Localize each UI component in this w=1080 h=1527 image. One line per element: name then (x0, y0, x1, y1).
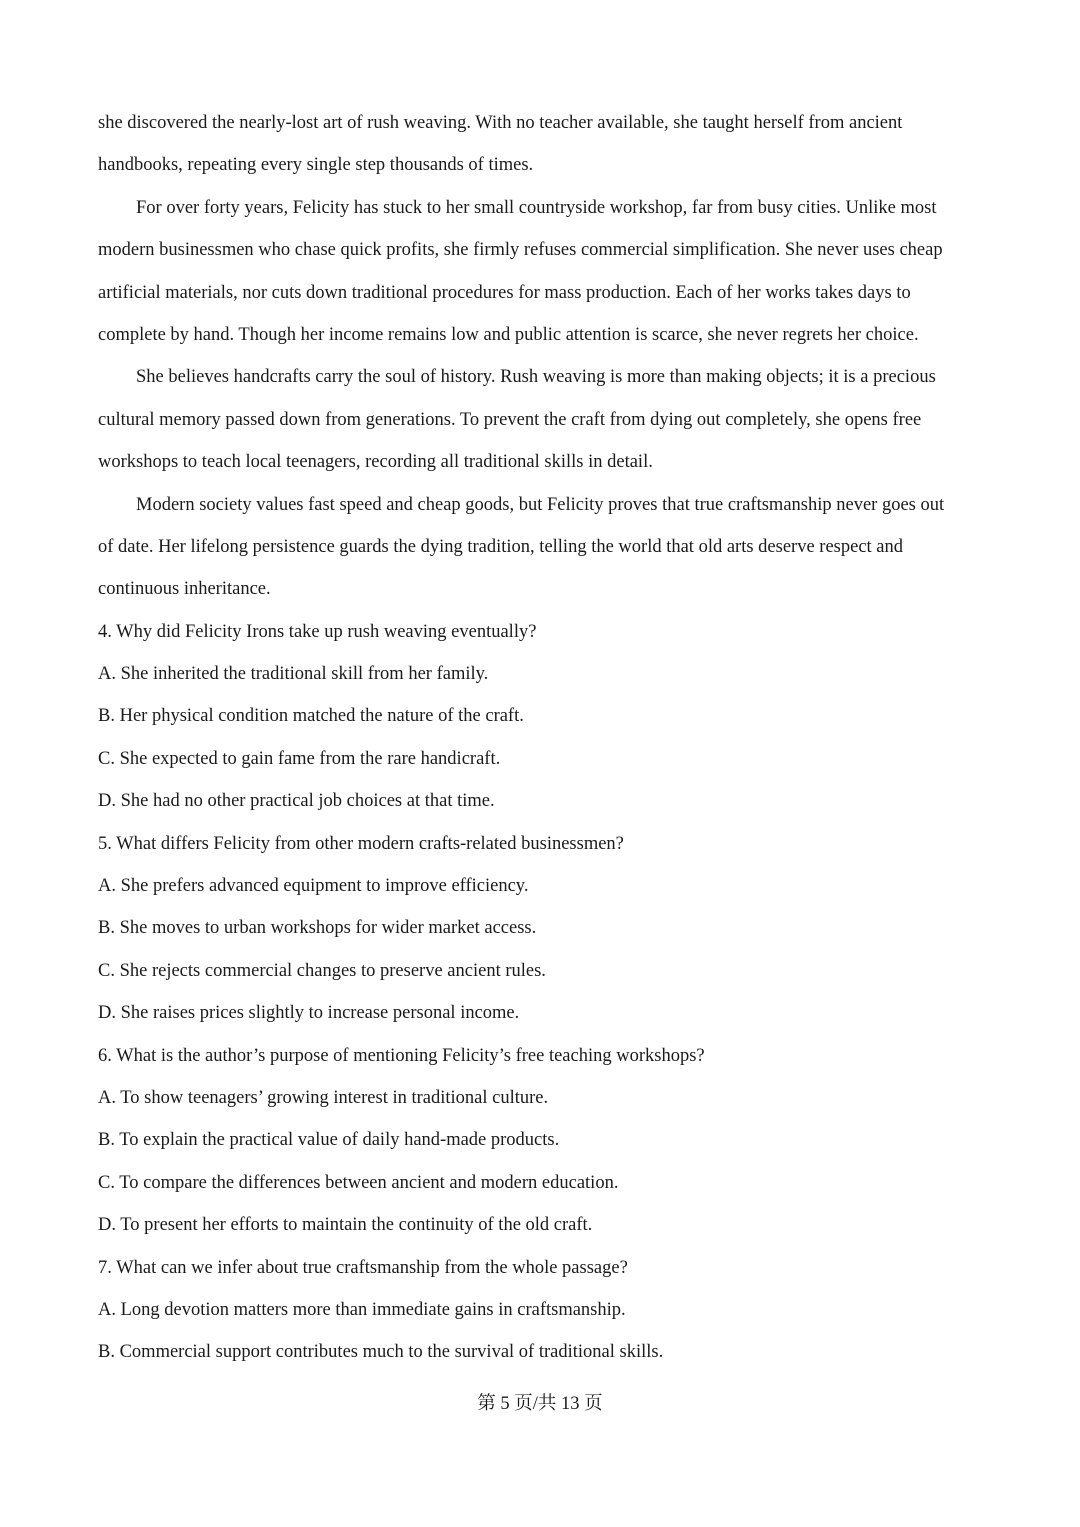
question-6 (98, 1035, 978, 1247)
answer-option: D. She had no other practical job choices at that time. (98, 791, 495, 812)
text-line: cultural memory passed down from generations. To prevent the craft from dying out completely, she opens free (98, 409, 922, 430)
question-5 (98, 823, 978, 1035)
question-stem: 6. What is the author’s purpose of mentioning Felicity’s free teaching workshops? (98, 1045, 705, 1066)
answer-option: B. Her physical condition matched the nature of the craft. (98, 706, 524, 727)
text-line: she discovered the nearly-lost art of rush weaving. With no teacher available, she taught herself from ancient (98, 113, 903, 133)
answer-option: A. She prefers advanced equipment to improve efficiency. (98, 876, 529, 897)
question-stem: 4. Why did Felicity Irons take up rush weaving eventually? (98, 621, 537, 642)
passage-paragraph-2 (98, 187, 978, 357)
text-line: handbooks, repeating every single step thousands of times. (98, 155, 534, 176)
text-line: workshops to teach local teenagers, recording all traditional skills in detail. (98, 452, 653, 473)
answer-option: C. She rejects commercial changes to preserve ancient rules. (98, 960, 546, 981)
answer-option: D. She raises prices slightly to increase personal income. (98, 1003, 520, 1024)
text-line: artificial materials, nor cuts down traditional procedures for mass production. Each of her works takes days to (98, 282, 911, 303)
answer-option: A. She inherited the traditional skill from her family. (98, 664, 489, 685)
answer-option: A. To show teenagers’ growing interest in traditional culture. (98, 1087, 549, 1108)
question-4 (98, 611, 978, 823)
answer-option: C. She expected to gain fame from the rare handicraft. (98, 748, 501, 769)
question-stem: 5. What differs Felicity from other modern crafts-related businessmen? (98, 833, 624, 854)
answer-option: B. Commercial support contributes much to the survival of traditional skills. (98, 1342, 664, 1363)
answer-option: B. To explain the practical value of daily hand-made products. (98, 1130, 560, 1151)
passage-paragraph-4 (98, 484, 978, 611)
answer-option: A. Long devotion matters more than immediate gains in craftsmanship. (98, 1299, 626, 1320)
text-line: She believes handcrafts carry the soul of history. Rush weaving is more than making objects; it is a precious (136, 367, 936, 388)
answer-option: C. To compare the differences between ancient and modern education. (98, 1172, 619, 1193)
text-line: Modern society values fast speed and cheap goods, but Felicity proves that true craftsmanship never goes out (136, 494, 945, 515)
question-7 (98, 1247, 978, 1374)
question-stem: 7. What can we infer about true craftsmanship from the whole passage? (98, 1257, 628, 1278)
text-line: continuous inheritance. (98, 579, 271, 600)
text-line: of date. Her lifelong persistence guards the dying tradition, telling the world that old arts deserve respect and (98, 536, 904, 557)
text-line: modern businessmen who chase quick profits, she firmly refuses commercial simplification. She never uses cheap (98, 240, 943, 261)
page-number-footer: 第 5 页/共 13 页 (477, 1394, 603, 1414)
text-line: complete by hand. Though her income remains low and public attention is scarce, she never regrets her choice. (98, 324, 919, 345)
answer-option: D. To present her efforts to maintain the continuity of the old craft. (98, 1215, 593, 1236)
passage-paragraph-1 (98, 102, 978, 187)
answer-option: B. She moves to urban workshops for wider market access. (98, 918, 537, 939)
text-line: For over forty years, Felicity has stuck to her small countryside workshop, far from busy cities. Unlike most (136, 197, 937, 218)
page-content (98, 102, 978, 1374)
passage-paragraph-3 (98, 356, 978, 483)
